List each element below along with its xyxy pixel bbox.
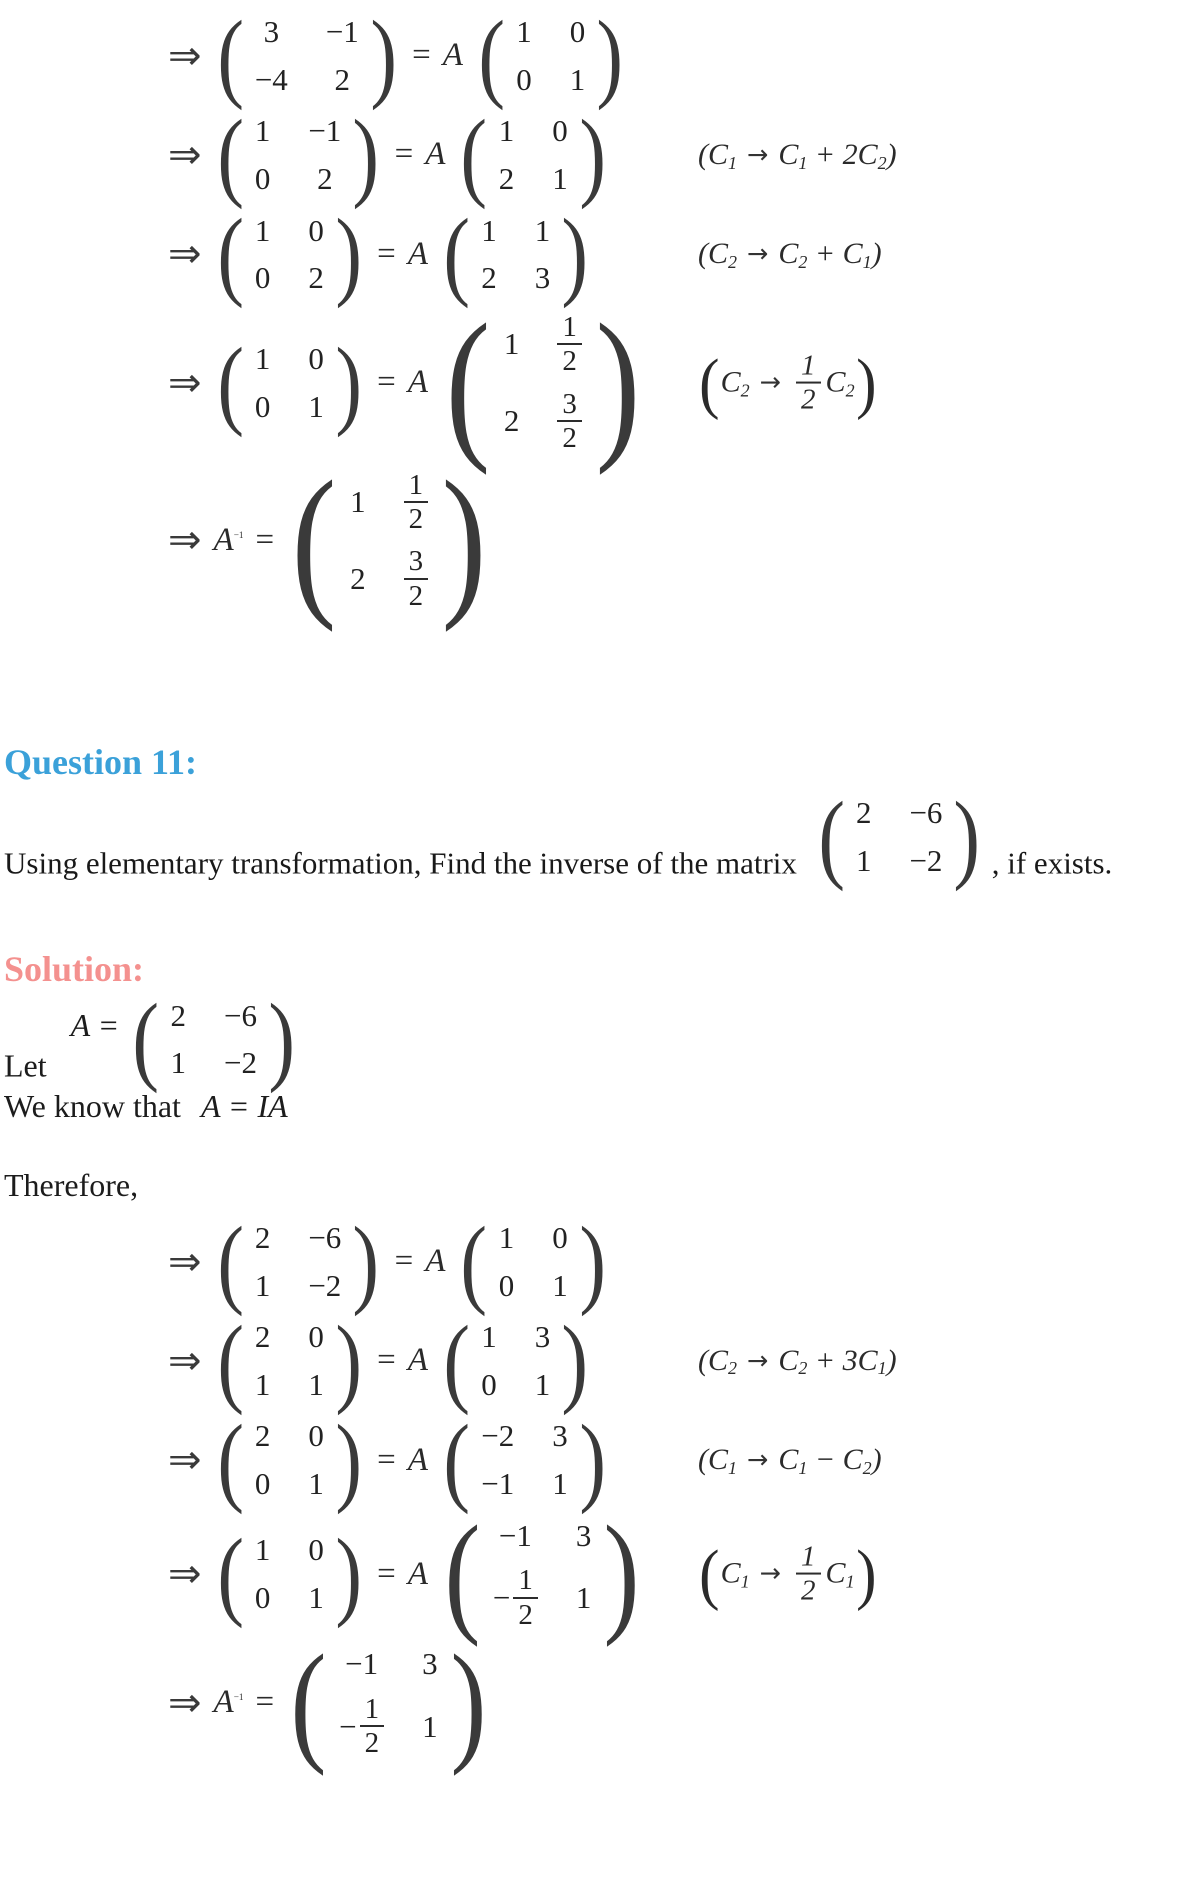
- lhs-matrix: ( 2 0 0 1 ): [216, 1404, 362, 1516]
- column-operation-annotation: (C 2 → C 2 + 3C 1 ): [698, 1343, 897, 1379]
- equation-row: [168, 1205, 609, 1317]
- equals-sign: =: [377, 1555, 396, 1592]
- implies-icon: ⇒: [168, 231, 202, 278]
- equals-sign: =: [394, 1243, 414, 1280]
- equals-sign: =: [377, 364, 396, 401]
- top-derivation-block: [0, 0, 1191, 634]
- equation-row: [168, 198, 882, 310]
- inverse-result-row: [168, 1627, 491, 1777]
- lhs-matrix: ( 1 0 0 2 ): [216, 198, 362, 310]
- A-inverse-symbol: [214, 1684, 244, 1721]
- matrix-A-symbol: A: [407, 1555, 428, 1592]
- implies-icon: ⇒: [168, 1437, 202, 1484]
- matrix-A-symbol: A: [407, 235, 428, 272]
- lhs-matrix: ( 2 0 1 1 ): [216, 1304, 362, 1416]
- A-symbol: A: [213, 1684, 234, 1721]
- implies-icon: ⇒: [168, 131, 202, 178]
- implies-icon: ⇒: [168, 32, 202, 79]
- question-text: [4, 780, 1191, 892]
- rhs-matrix: ( 1 3 0 1 ): [443, 1304, 589, 1416]
- equation-row: [168, 98, 897, 210]
- inverse-superscript: −1: [233, 1693, 244, 1704]
- identity-equation: A = IA: [200, 1087, 288, 1124]
- matrix-A-symbol: A: [442, 37, 463, 74]
- matrix-A-symbol: A: [425, 1243, 446, 1280]
- inverse-matrix: ( 1 $\frac{1}{2}$ 2 $\frac{3}{2}$ ): [291, 447, 487, 634]
- inverse-result-row: [168, 447, 492, 634]
- question-text-after: , if exists.: [991, 845, 1113, 881]
- lhs-matrix: ( 1 0 0 1 ): [216, 326, 362, 438]
- we-know-line: [4, 1088, 1191, 1125]
- equals-sign: =: [255, 521, 275, 558]
- equation-row: [168, 289, 877, 476]
- matrix-A-symbol: A: [407, 364, 428, 401]
- we-know-text: We know that: [4, 1087, 181, 1124]
- implies-icon: ⇒: [168, 1551, 202, 1597]
- lhs-matrix: ( 2 −6 1 −2 ): [216, 1205, 380, 1317]
- solution-heading: Solution:: [4, 948, 145, 989]
- matrix-A-symbol: A: [407, 1441, 428, 1478]
- rhs-matrix: ( 1 0 0 1 ): [460, 1205, 606, 1317]
- question-heading: Question 11:: [4, 742, 198, 783]
- implies-icon: ⇒: [168, 1337, 202, 1384]
- column-operation-annotation: ( C 1 → $\frac{1}{2}$ C 1 ): [699, 1536, 877, 1612]
- implies-icon: ⇒: [168, 359, 202, 406]
- equals-sign: =: [377, 235, 396, 272]
- lhs-matrix: ( 1 −1 0 2 ): [216, 98, 380, 210]
- column-operation-annotation: (C 1 → C 1 − C 2 ): [698, 1443, 882, 1478]
- implies-icon: ⇒: [168, 1679, 202, 1726]
- question-text-before: Using elementary transformation, Find the inverse of the matrix: [4, 845, 797, 881]
- equals-sign: =: [412, 37, 431, 74]
- implies-icon: ⇒: [168, 517, 202, 564]
- rhs-matrix: ( 1 $\frac{1}{2}$ 2 $\frac{3}{2}$ ): [445, 289, 641, 476]
- equation-row: [168, 1499, 877, 1648]
- matrix-A-symbol: A: [407, 1342, 428, 1379]
- lhs-matrix: ( 1 0 0 1 ): [216, 1518, 362, 1629]
- equals-sign: =: [377, 1441, 396, 1478]
- rhs-matrix: ( −1 3 − $\frac{1}{2}$ 1 ): [444, 1499, 640, 1648]
- lhs-matrix: ( 3 −1 −4 2 ): [216, 0, 397, 111]
- A-inverse-symbol: [214, 522, 244, 559]
- column-operation-annotation: (C 2 → C 2 + C 1 ): [698, 237, 882, 272]
- equals-sign: =: [394, 136, 414, 173]
- column-operation-annotation: (C 1 → C 1 + 2C 2 ): [698, 137, 897, 173]
- equals-sign: =: [377, 1342, 396, 1379]
- A-equals-label: A =: [70, 1006, 120, 1043]
- inverse-matrix: ( −1 3 − $\frac{1}{2}$ 1 ): [290, 1627, 487, 1777]
- A-symbol: A: [213, 521, 234, 558]
- column-operation-annotation: ( C 2 → $\frac{1}{2}$ C 2 ): [699, 344, 877, 421]
- equation-row: [168, 0, 627, 111]
- let-word: Let: [4, 1046, 47, 1083]
- equation-row: [168, 1404, 882, 1516]
- implies-icon: ⇒: [168, 1238, 202, 1285]
- bottom-derivation-block: [0, 1204, 1191, 1777]
- equals-sign: =: [255, 1684, 275, 1721]
- matrix-A-definition: ( 2 −6 1 −2 ): [132, 983, 295, 1095]
- rhs-matrix: ( −2 3 −1 1 ): [443, 1404, 606, 1516]
- rhs-matrix: ( 1 0 0 1 ): [478, 0, 624, 111]
- let-line: [4, 983, 1191, 1095]
- matrix-A-symbol: A: [425, 136, 446, 173]
- inverse-superscript: −1: [233, 530, 244, 541]
- question-matrix: ( 2 −6 1 −2 ): [817, 780, 981, 892]
- therefore-text: Therefore,: [4, 1166, 139, 1203]
- rhs-matrix: ( 1 1 2 3 ): [443, 198, 589, 310]
- rhs-matrix: ( 1 0 2 1 ): [460, 98, 606, 210]
- equation-row: [168, 1304, 897, 1416]
